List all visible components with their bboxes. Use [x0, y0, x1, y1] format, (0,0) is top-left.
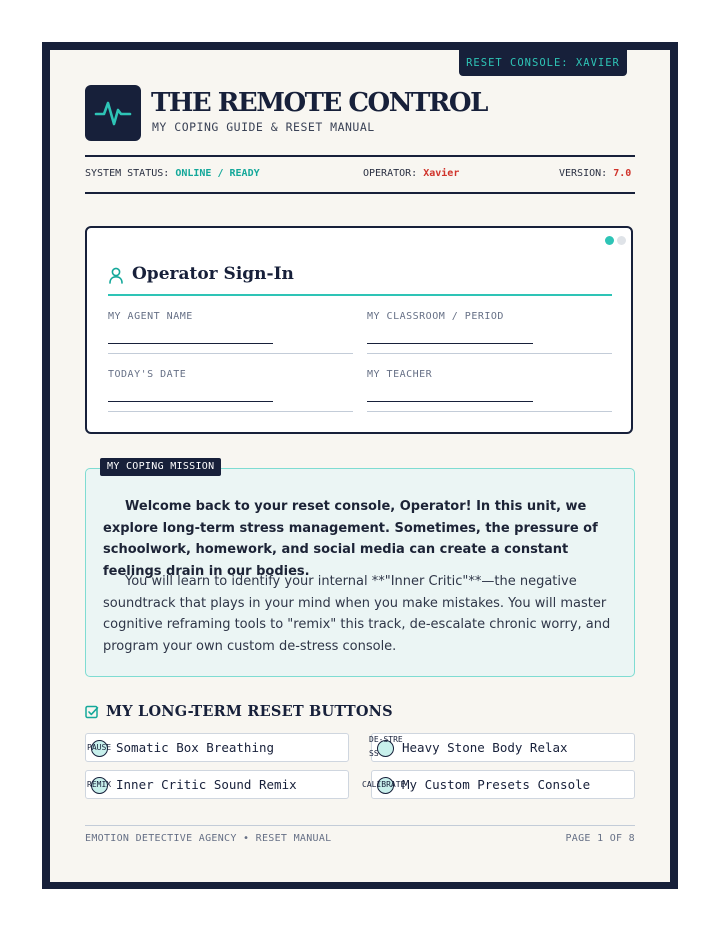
calibrate-label: My Custom Presets Console — [402, 777, 591, 792]
operator-status — [363, 168, 459, 179]
sign-in-title: Operator Sign-In — [132, 264, 294, 284]
reset-buttons-title: MY LONG-TERM RESET BUTTONS — [106, 703, 393, 720]
operator-value: Xavier — [423, 168, 460, 179]
classroom-period-guide — [367, 353, 612, 354]
todays-date-label: TODAY'S DATE — [108, 369, 187, 380]
todays-date-guide — [108, 411, 353, 412]
todays-date-field[interactable] — [108, 401, 273, 402]
user-icon — [108, 267, 124, 284]
remix-code: REMIX — [87, 780, 112, 789]
logo — [85, 85, 141, 141]
system-status-value: ONLINE / READY — [175, 168, 260, 179]
footer-rule — [85, 825, 635, 826]
mission-paragraph-body: You will learn to identify your internal **"Inner Critic"**—the negative soundtrack that plays in your mind when you make mistakes. You will master cognitive reframing tools to "remix" this track, de-escalate chronic worry, and program your own custom de-stress console. — [103, 574, 611, 654]
pause-label: Somatic Box Breathing — [116, 740, 275, 755]
classroom-period-label: MY CLASSROOM / PERIOD — [367, 311, 504, 322]
version-label: VERSION: — [559, 168, 608, 179]
footer-left: EMOTION DETECTIVE AGENCY • RESET MANUAL — [85, 833, 332, 844]
version-value: 7.0 — [613, 168, 632, 179]
header-rule-top — [85, 155, 635, 157]
system-status — [85, 168, 260, 179]
mission-paragraph-intro: Welcome back to your reset console, Operator! In this unit, we explore long-term stress management. Sometimes, the pressure of schoolwork, homework, and social media can create a constant feelings drain in our bodies. — [103, 499, 598, 579]
destress-label: Heavy Stone Body Relax — [402, 740, 568, 755]
indicator-dot-inactive — [617, 236, 626, 245]
sign-in-title-rule — [108, 294, 612, 296]
page-subtitle: MY COPING GUIDE & RESET MANUAL — [152, 120, 375, 134]
header-rule-bottom — [85, 192, 635, 194]
agent-name-label: MY AGENT NAME — [108, 311, 193, 322]
system-status-label: SYSTEM STATUS: — [85, 168, 170, 179]
checkbox-icon — [85, 705, 99, 719]
indicator-dot-active — [605, 236, 614, 245]
version-status — [559, 168, 631, 179]
page-number: PAGE 1 OF 8 — [565, 833, 635, 844]
agent-name-field[interactable] — [108, 343, 273, 344]
remix-label: Inner Critic Sound Remix — [116, 777, 297, 792]
operator-label: OPERATOR: — [363, 168, 418, 179]
agent-name-guide — [108, 353, 353, 354]
console-tag: RESET CONSOLE: XAVIER — [459, 50, 627, 76]
classroom-period-field[interactable] — [367, 343, 533, 344]
pause-code: PAUSE — [87, 743, 112, 752]
mission-tag: MY COPING MISSION — [100, 458, 221, 476]
teacher-guide — [367, 411, 612, 412]
destress-code: DE-STRESS — [369, 735, 403, 758]
teacher-label: MY TEACHER — [367, 369, 433, 380]
page-title: THE REMOTE CONTROL — [151, 88, 487, 118]
sign-in-card — [85, 226, 633, 434]
pulse-icon — [93, 97, 133, 129]
teacher-field[interactable] — [367, 401, 533, 402]
calibrate-code: CALIBRATE — [362, 780, 406, 789]
